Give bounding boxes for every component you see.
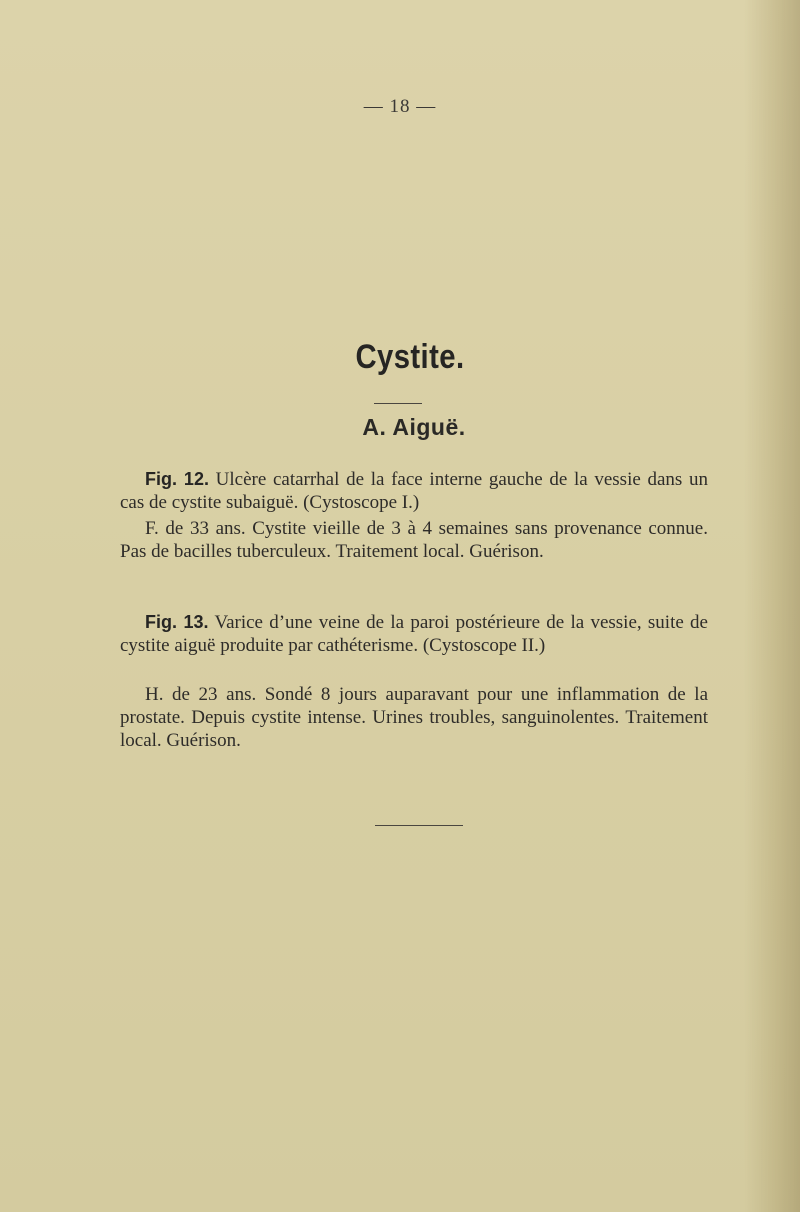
figure-12-caption [120, 468, 708, 514]
title-divider [374, 403, 422, 404]
figure-12-case: F. de 33 ans. Cystite vieille de 3 à 4 semaines sans provenance connue. Pas de bacilles tuberculeux. Traitement local. Guérison. [120, 518, 708, 562]
page-number: — 18 — [363, 96, 437, 117]
figure-13-case: H. de 23 ans. Sondé 8 jours auparavant pour une inflammation de la prostate. Depuis cystite intense. Urines troubles, sanguinolentes. Traitement local. Guérison. [120, 684, 708, 751]
figure-13-caption [120, 611, 708, 657]
end-divider [375, 825, 463, 826]
chapter-title: Cystite. [355, 338, 465, 376]
figure-12-caption-text: Ulcère catarrhal de la face interne gauche de la vessie dans un cas de cystite subaiguë. (Cystoscope I.) [120, 469, 708, 513]
section-heading: A. Aiguë. [362, 414, 466, 440]
figure-13-label: Fig. 13. [145, 612, 209, 632]
figure-12-label: Fig. 12. [145, 469, 209, 489]
figure-13-caption-text: Varice d’une veine de la paroi postérieure de la vessie, suite de cystite aiguë produite par cathéterisme. (Cystoscope II.) [120, 612, 708, 656]
